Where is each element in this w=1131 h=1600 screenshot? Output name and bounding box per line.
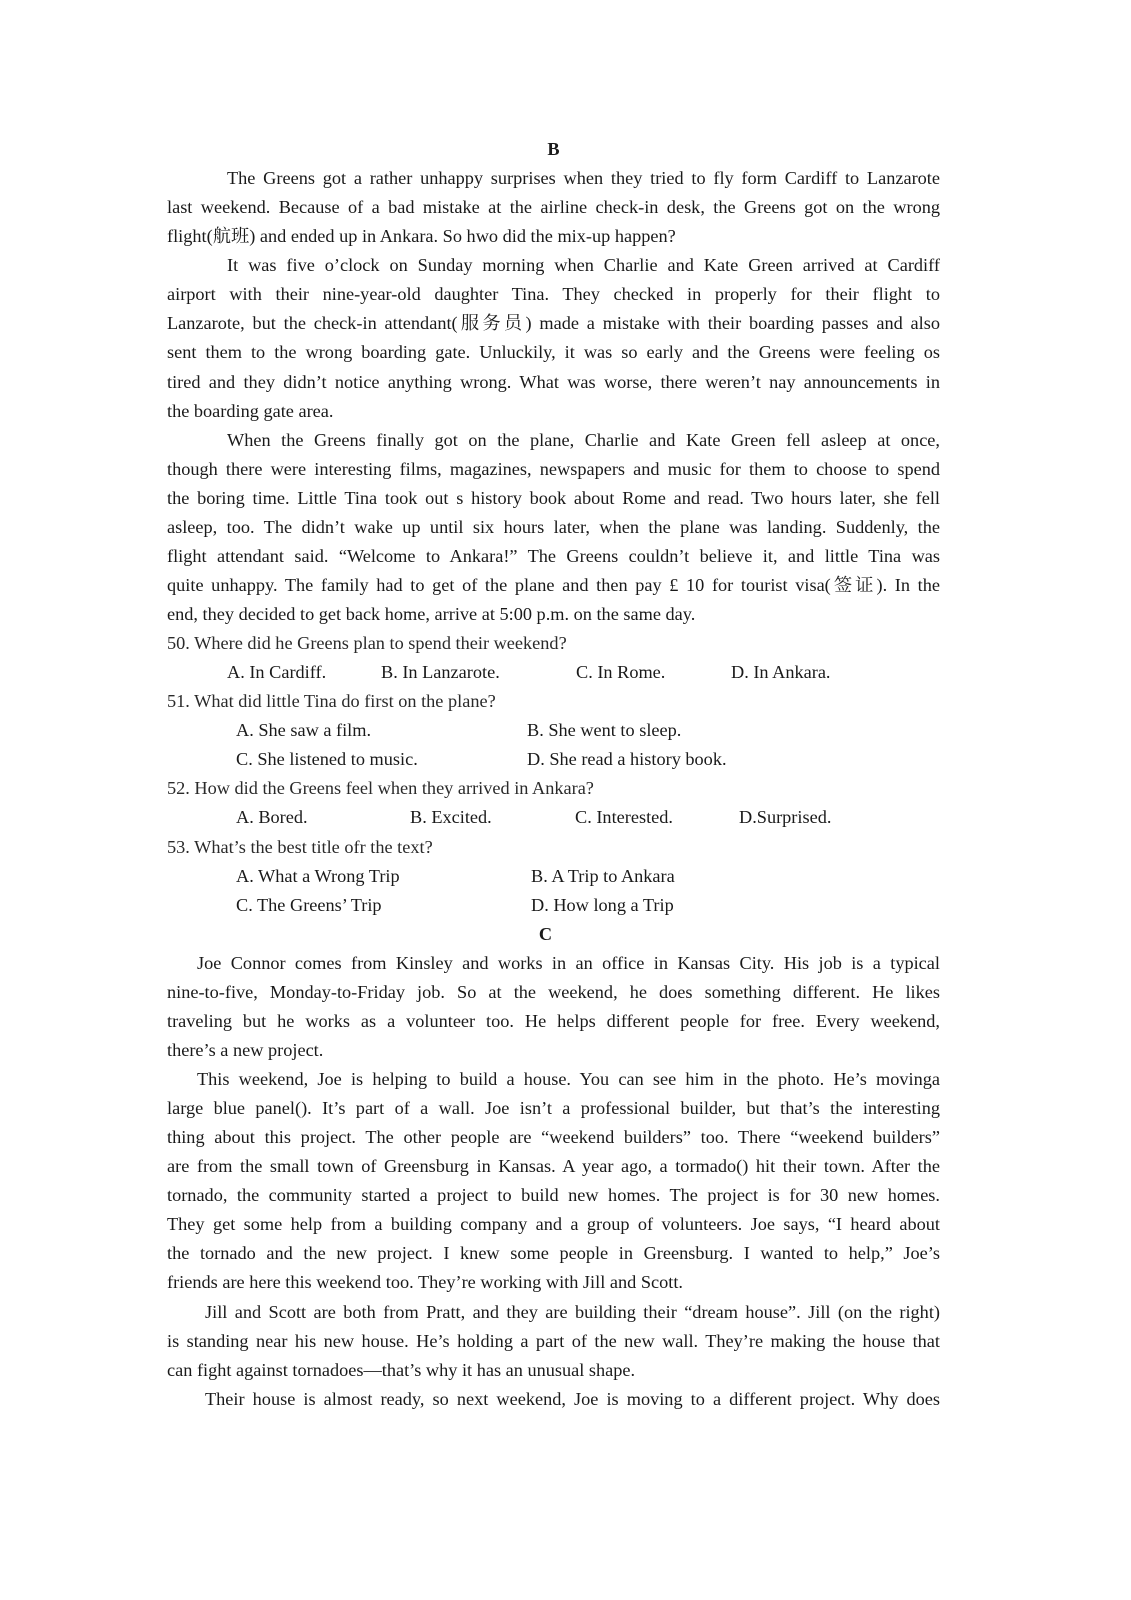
paragraph-line: They get some help from a building company and a group of volunteers. Joe says, “I heard about bbox=[167, 1214, 940, 1235]
paragraph-line: though there were interesting films, magazines, newspapers and music for them to choose to spend bbox=[167, 458, 940, 479]
answer-option: C. The Greens’ Trip bbox=[236, 894, 382, 915]
paragraph-line: friends are here this weekend too. They’re working with Jill and Scott. bbox=[167, 1272, 683, 1293]
answer-option: C. In Rome. bbox=[576, 662, 666, 683]
options-row bbox=[167, 862, 940, 891]
paragraph-line: the boring time. Little Tina took out s history book about Rome and read. Two hours later, she fell bbox=[167, 487, 940, 508]
paragraph-line: are from the small town of Greensburg in Kansas. A year ago, a tormado() hit their town. After the bbox=[167, 1156, 940, 1177]
paragraph-line: sent them to the wrong boarding gate. Unluckily, it was so early and the Greens were feeling os bbox=[167, 342, 940, 363]
answer-option: A. In Cardiff. bbox=[227, 662, 327, 683]
options-row bbox=[167, 745, 940, 774]
paragraph-line: is standing near his new house. He’s holding a part of the new wall. They’re making the house that bbox=[167, 1330, 940, 1351]
section-title-b: B bbox=[547, 139, 560, 159]
paragraph-line: last weekend. Because of a bad mistake at the airline check-in desk, the Greens got on the wrong bbox=[167, 197, 940, 218]
answer-option: A. What a Wrong Trip bbox=[236, 865, 400, 886]
answer-option: C. She listened to music. bbox=[236, 749, 418, 770]
paragraph-line: Lanzarote, but the check-in attendant(服务员) made a mistake with their boarding passes and also bbox=[167, 313, 940, 334]
document-page bbox=[167, 135, 940, 1414]
answer-option: B. A Trip to Ankara bbox=[531, 865, 675, 886]
options-row bbox=[167, 716, 940, 745]
paragraph-line: thing about this project. The other people are “weekend builders” too. There “weekend builders” bbox=[167, 1127, 940, 1148]
answer-option: C. Interested. bbox=[575, 807, 673, 828]
answer-option: D.Surprised. bbox=[739, 807, 832, 828]
paragraph-line: the tornado and the new project. I knew some people in Greensburg. I wanted to help,” Joe’s bbox=[167, 1243, 940, 1264]
paragraph-line: the boarding gate area. bbox=[167, 400, 334, 421]
answer-option: A. Bored. bbox=[236, 807, 308, 828]
paragraph-line: tired and they didn’t notice anything wrong. What was worse, there weren’t nay announcements in bbox=[167, 371, 940, 392]
answer-option: B. She went to sleep. bbox=[527, 720, 682, 741]
paragraph-line: large blue panel(). It’s part of a wall. Joe isn’t a professional builder, but that’s the interesting bbox=[167, 1098, 940, 1119]
paragraph-line: flight(航班) and ended up in Ankara. So hwo did the mix-up happen? bbox=[167, 226, 676, 247]
paragraph-line: It was five o’clock on Sunday morning when Charlie and Kate Green arrived at Cardiff bbox=[227, 255, 940, 276]
paragraph-line: quite unhappy. The family had to get of the plane and then pay £ 10 for tourist visa(签证). In the bbox=[167, 574, 940, 595]
options-row bbox=[167, 803, 940, 832]
answer-option: D. How long a Trip bbox=[531, 894, 674, 915]
paragraph-line: flight attendant said. “Welcome to Ankara!” The Greens couldn’t believe it, and little Tina was bbox=[167, 545, 940, 566]
paragraph-line: Their house is almost ready, so next weekend, Joe is moving to a different project. Why does bbox=[205, 1388, 940, 1409]
paragraph-line: This weekend, Joe is helping to build a house. You can see him in the photo. He’s movinga bbox=[197, 1069, 940, 1089]
paragraph-line: tornado, the community started a project to build new homes. The project is for 30 new homes. bbox=[167, 1185, 940, 1206]
answer-option: D. In Ankara. bbox=[731, 662, 831, 683]
paragraph-line: When the Greens finally got on the plane, Charlie and Kate Green fell asleep at once, bbox=[227, 429, 940, 450]
paragraph-line: there’s a new project. bbox=[167, 1039, 324, 1060]
question-stem: 53. What’s the best title ofr the text? bbox=[167, 836, 433, 857]
section-title-c: C bbox=[538, 923, 553, 944]
paragraph-line: nine-to-five, Monday-to-Friday job. So at the weekend, he does something different. He likes bbox=[167, 981, 940, 1002]
paragraph-line: Jill and Scott are both from Pratt, and they are building their “dream house”. Jill (on the right) bbox=[205, 1301, 940, 1322]
paragraph-line: The Greens got a rather unhappy surprises when they tried to fly form Cardiff to Lanzarote bbox=[227, 168, 940, 189]
paragraph-line: can fight against tornadoes—that’s why it has an unusual shape. bbox=[167, 1359, 636, 1380]
answer-option: B. In Lanzarote. bbox=[381, 662, 500, 683]
paragraph-line: airport with their nine-year-old daughter Tina. They checked in properly for their flight to bbox=[167, 284, 940, 305]
paragraph-line: traveling but he works as a volunteer too. He helps different people for free. Every weekend, bbox=[167, 1010, 940, 1031]
options-row bbox=[167, 891, 940, 920]
question-stem: 50. Where did he Greens plan to spend their weekend? bbox=[167, 633, 567, 654]
answer-option: A. She saw a film. bbox=[236, 720, 372, 741]
paragraph-line: asleep, too. The didn’t wake up until six hours later, when the plane was landing. Suddenly, the bbox=[167, 516, 940, 537]
answer-option: D. She read a history book. bbox=[527, 749, 727, 770]
options-row bbox=[167, 658, 940, 687]
paragraph-line: Joe Connor comes from Kinsley and works in an office in Kansas City. His job is a typical bbox=[197, 952, 940, 973]
question-stem: 51. What did little Tina do first on the plane? bbox=[167, 691, 496, 712]
paragraph-line: end, they decided to get back home, arrive at 5:00 p.m. on the same day. bbox=[167, 604, 696, 624]
question-stem: 52. How did the Greens feel when they arrived in Ankara? bbox=[167, 778, 594, 799]
answer-option: B. Excited. bbox=[410, 807, 492, 828]
